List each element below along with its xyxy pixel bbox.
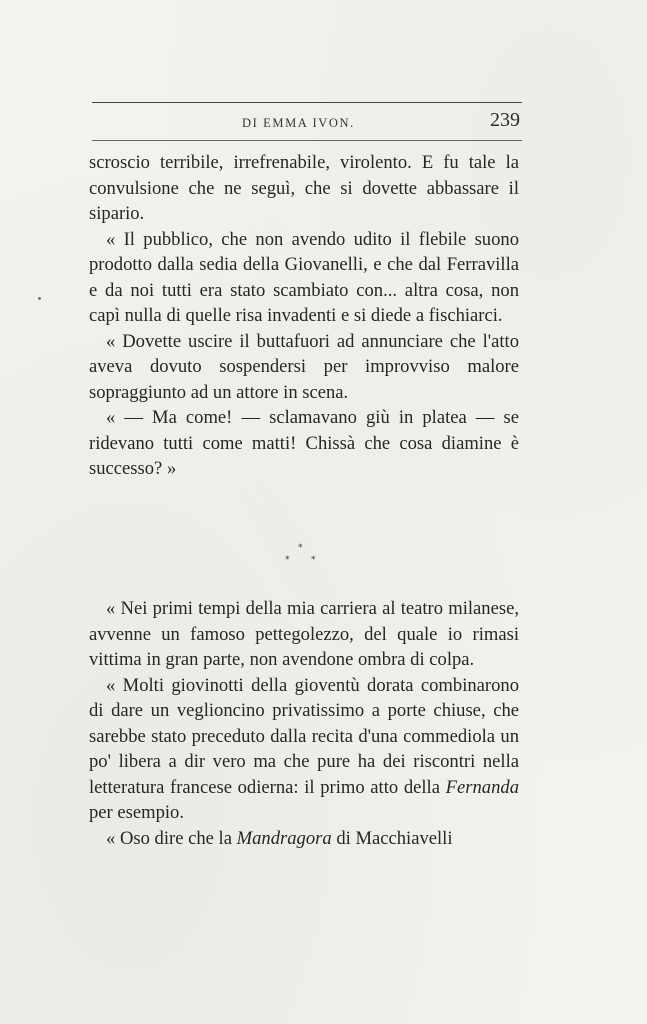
paragraph-text: « Molti giovinotti della gioventù dorata combinarono di dare un veglioncino privatissimo a porte chiuse, che sarebbe stato preceduto dalla recita d'una commediola un po' libera a dir vero ma che pure ha dei riscontri nella letteratura francese odierna: il primo atto della: [89, 674, 519, 798]
page-number: 239: [490, 109, 520, 131]
header-rule-top: [92, 102, 522, 103]
running-title: DI EMMA IVON.: [242, 116, 355, 130]
header-rule-bottom: [92, 140, 522, 141]
asterism-divider: [0, 541, 647, 571]
running-head: [92, 108, 522, 136]
paper-speck: [38, 297, 41, 300]
paragraph: « — Ma come! — sclamavano giù in platea — se ridevano tutti come matti! Chissà che cosa diamine è successo? »: [89, 407, 519, 479]
asterisk-glyph: *: [285, 555, 290, 565]
paragraph: scroscio terribile, irrefrenabile, virolento. E fu tale la convulsione che ne seguì, che si dovette abbassare il sipario.: [89, 152, 519, 224]
paragraph: [89, 826, 519, 852]
text-block-top: [89, 150, 519, 482]
paragraph: « Nei primi tempi della mia carriera al teatro milanese, avvenne un famoso pettegolezzo, del quale io rimasi vittima in gran parte, non avendone ombra di colpa.: [89, 598, 519, 670]
paragraph: [89, 673, 519, 826]
text-block-bottom: [89, 596, 519, 851]
paragraph-text: di Macchiavelli: [336, 827, 453, 849]
paragraph-text: « Oso dire che la: [106, 827, 232, 849]
paragraph: « Il pubblico, che non avendo udito il flebile suono prodotto dalla sedia della Giovanelli, e che dal Ferravilla e da noi tutti era stato scambiato con... altra cosa, non capì nulla di quelle risa invadenti e si diede a fischiarci.: [89, 228, 519, 326]
asterisk-glyph: *: [298, 543, 303, 553]
asterisk-glyph: *: [311, 555, 316, 565]
paragraph-text: per esempio.: [89, 802, 185, 823]
italic-title: Mandragora: [236, 827, 332, 849]
italic-title: Fernanda: [445, 776, 519, 798]
paragraph: « Dovette uscire il buttafuori ad annunciare che l'atto aveva dovuto sospendersi per improvviso malore sopraggiunto ad un attore in scena.: [89, 330, 519, 403]
